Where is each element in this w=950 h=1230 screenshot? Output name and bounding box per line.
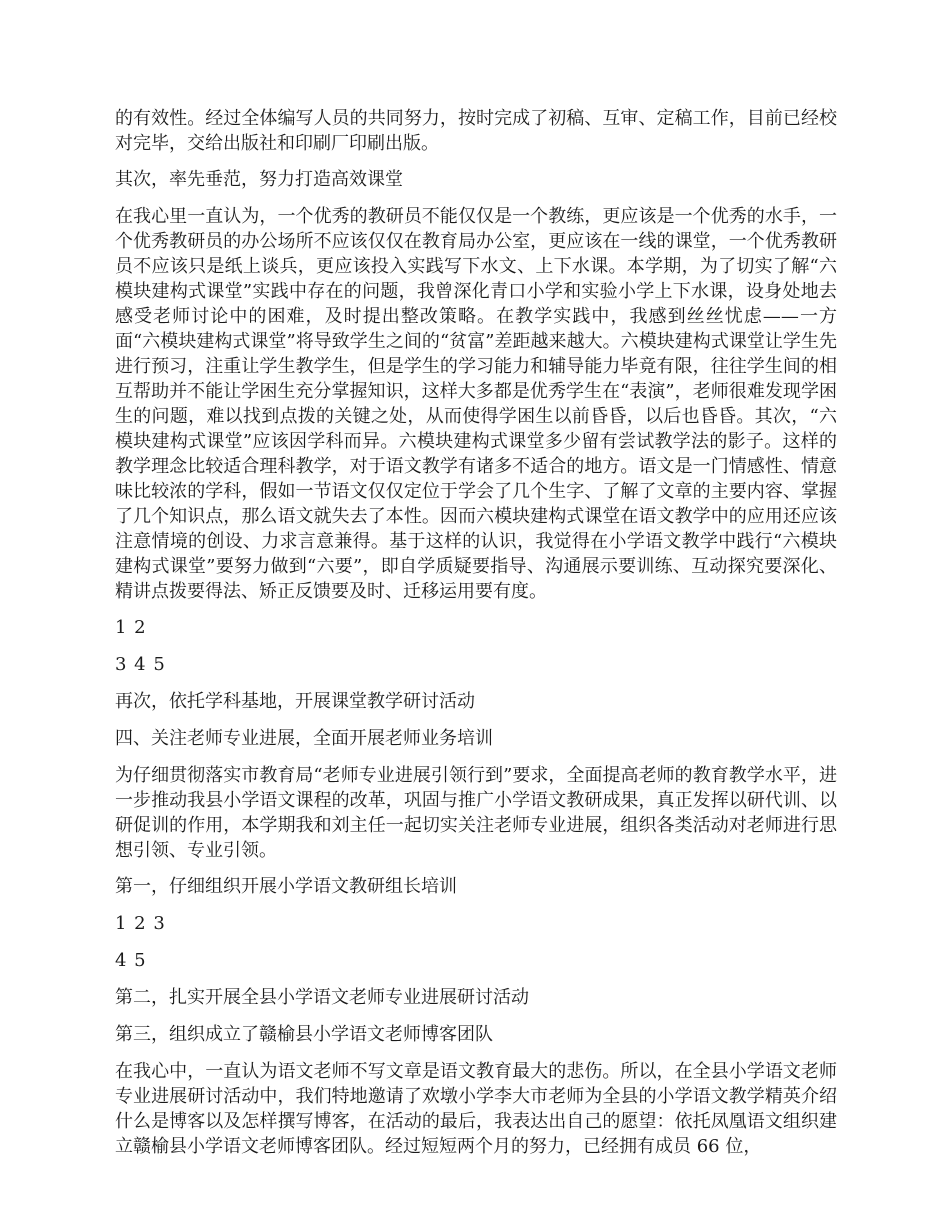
paragraph-blog-team: 在我心中，一直认为语文老师不写文章是语文教育最大的悲伤。所以，在全县小学语文老师专业进展研讨活动中，我们特地邀请了欢墩小学李大市老师为全县的小学语文教学精英介绍什么是博客以及怎样撰写博客，在活动的最后，我表达出自己的愿望：依托凤凰语文组织建立赣榆县小学语文老师博客团队。经过短短两个月的努力，已经拥有成员 66 位， — [115, 1061, 837, 1157]
page-number-line: 1 2 3 — [115, 913, 166, 934]
section-heading-teaching-research: 再次，依托学科基地，开展课堂教学研讨活动 — [115, 691, 475, 712]
section-heading-teacher-training: 四、关注老师专业进展，全面开展老师业务培训 — [115, 728, 493, 749]
subheading-professional-development: 第二，扎实开展全县小学语文老师专业进展研讨活动 — [115, 987, 529, 1008]
paragraph-classroom-practice: 在我心里一直认为，一个优秀的教研员不能仅仅是一个教练，更应该是一个优秀的水手，一个优秀教研员的办公场所不应该仅仅在教育局办公室，更应该在一线的课堂，一个优秀教研员不应该只是纸上谈兵，更应该投入实践写下水文、上下水课。本学期，为了切实了解“六模块建构式课堂”实践中存在的问题，我曾深化青口小学和实验小学上下水课，设身处地去感受老师讨论中的困难，及时提出整改策略。在教学实践中，我感到丝丝忧虑——一方面“六模块建构式课堂”将导致学生之间的“贫富”差距越来越大。六模块建构式课堂让学生先进行预习，注重让学生教学生，但是学生的学习能力和辅导能力毕竟有限，往往学生间的相互帮助并不能让学困生充分掌握知识，这样大多都是优秀学生在“表演”，老师很难发现学困生的问题，难以找到点拨的关键之处，从而使得学困生以前昏昏，以后也昏昏。其次，“六模块建构式课堂”应该因学科而异。六模块建构式课堂多少留有尝试教学法的影子。这样的教学理念比较适合理科教学，对于语文教学有诸多不适合的地方。语文是一门情感性、情意味比较浓的学科，假如一节语文仅仅定位于学会了几个生字、了解了文章的主要内容、掌握了几个知识点，那么语文就失去了本性。因而六模块建构式课堂在语文教学中的应用还应该注意情境的创设、力求言意兼得。基于这样的认识，我觉得在小学语文教学中践行“六模块建构式课堂”要努力做到“六要”，即自学质疑要指导、沟通展示要训练、互动探究要深化、精讲点拨要得法、矫正反馈要及时、迁移运用要有度。 — [115, 206, 837, 602]
subheading-blog-team: 第三，组织成立了赣榆县小学语文老师博客团队 — [115, 1024, 493, 1045]
paragraph-training-goals: 为仔细贯彻落实市教育局“老师专业进展引领行到”要求，全面提高老师的教育教学水平，进一步推动我县小学语文课程的改革，巩固与推广小学语文教研成果，真正发挥以研代训、以研促训的作用，本学期我和刘主任一起切实关注老师专业进展，组织各类活动对老师进行思想引领、专业引领。 — [115, 765, 837, 861]
section-heading-model-classroom: 其次，率先垂范，努力打造高效课堂 — [115, 169, 403, 190]
page-number-line: 4 5 — [115, 950, 147, 971]
paragraph-intro-continuation: 的有效性。经过全体编写人员的共同努力，按时完成了初稿、互审、定稿工作，目前已经校对完毕，交给出版社和印刷厂印刷出版。 — [115, 108, 837, 154]
page-number-line: 1 2 — [115, 617, 147, 638]
subheading-group-leader-training: 第一，仔细组织开展小学语文教研组长培训 — [115, 876, 457, 897]
page-number-line: 3 4 5 — [115, 654, 166, 675]
document-body — [115, 106, 837, 1170]
